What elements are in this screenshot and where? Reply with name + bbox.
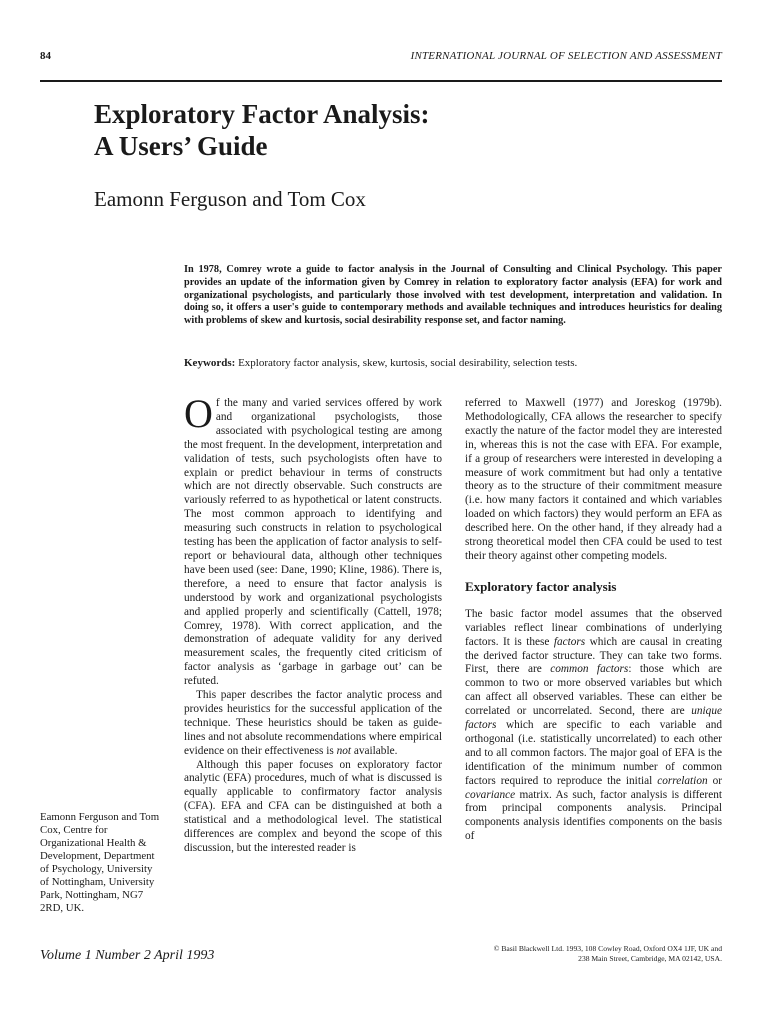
article-title (94, 98, 429, 162)
body-column-left (184, 391, 442, 856)
keywords-label: Keywords: (184, 357, 236, 369)
paragraph-1: Of the many and varied services offered by work and organizational psychologists, those associated with psychological testing are among the most frequent. In the development, interpretation and validation of tests, such psychologists often have to explain or predict behaviour in terms of constructs which are not directly observable. Such constructs are variously referred to as hypothetical or latent constructs. The most common approach to identifying and measuring such constructs in relation to psychological testing has been the application of factor analysis to self-report or behavioural data, although other techniques have been used (see: Dane, 1990; Kline, 1986). There is, therefore, a need to ensure that factor analysis is understood by work and organizational psychologists and applied properly and scientifically (Cattell, 1978; Comrey, 1978). With correct application, and the demonstration of adequate validity for any derived measurement scales, the frequently cited criticism of factor analysis as ‘garbage in garbage out’ can be refuted. (184, 391, 442, 688)
paragraph-3: Although this paper focuses on exploratory factor analytic (EFA) procedures, much of what is discussed is equally applicable to confirmatory factor analysis (CFA). EFA and CFA can be distinguished at both a statistical and a methodological level. The statistical differences are complex and beyond the scope of this discussion, but the interested reader is (184, 758, 442, 854)
header-rule (40, 80, 722, 82)
page-number: 84 (40, 50, 51, 62)
author-affiliation: Eamonn Ferguson and Tom Cox, Centre for Organizational Health & Development, Department of Psychology, University of Nottingham, University Park, Nottingham, NG7 2RD, UK. (40, 811, 160, 914)
title-line-2: A Users’ Guide (94, 131, 268, 161)
paragraph-5: The basic factor model assumes that the observed variables reflect linear combinations of underlying factors. It is these factors which are causal in creating the derived factor structure. They can take two forms. First, there are common factors: those which are common to two or more observed variables but which can affect all observed variables. These can either be correlated or uncorrelated. Second, there are unique factors which are specific to each variable and orthogonal (i.e. statistically uncorrelated) to each other and to all common factors. The major goal of EFA is the identification of the minimum number of common factors required to reproduce the initial correlation or covariance matrix. As such, factor analysis is different from principal components analysis. Principal components analysis identifies components on the basis of (465, 607, 722, 843)
drop-cap: O (184, 391, 213, 436)
footer-volume: Volume 1 Number 2 April 1993 (40, 948, 215, 963)
keywords-text: Exploratory factor analysis, skew, kurtosis, social desirability, selection tests. (238, 357, 578, 369)
title-line-1: Exploratory Factor Analysis: (94, 99, 430, 129)
authors: Eamonn Ferguson and Tom Cox (94, 187, 366, 211)
paragraph-4: referred to Maxwell (1977) and Joreskog (1979b). Methodologically, CFA allows the researcher to specify exactly the nature of the factor model they are interested in, whereas this is not the case with EFA. For example, if a group of researchers were interested in developing a measure of work commitment but had only a tentative theory as to the structure of their commitment measure (i.e. how many factors it contained and which variables loaded on which factors) they would perform an EFA as described here. On the other hand, if they already had a strong theoretical model then CFA could be used to test their theory against other competing models. (465, 397, 722, 562)
paragraph-2: This paper describes the factor analytic process and provides heuristics for the successful application of the technique. These heuristics should be taken as guide-lines and not absolute recommendations where empirical evidence on their effectiveness is not available. (184, 689, 442, 757)
abstract: In 1978, Comrey wrote a guide to factor analysis in the Journal of Consulting and Clinical Psychology. This paper provides an update of the information given by Comrey in relation to exploratory factor analysis (EFA) for work and organizational psychologists, and particularly those involved with test development, interpretation and validation. In doing so, it offers a user's guide to contemporary methods and available techniques and introduces heuristics for dealing with problems of skew and kurtosis, social desirability response set, and factor naming. (184, 264, 722, 327)
footer-copyright: © Basil Blackwell Ltd. 1993, 108 Cowley Road, Oxford OX4 1JF, UK and 238 Main Street, Cambridge, MA 02142, USA. (493, 944, 722, 963)
journal-title: INTERNATIONAL JOURNAL OF SELECTION AND ASSESSMENT (410, 50, 722, 62)
section-heading: Exploratory factor analysis (465, 578, 617, 594)
keywords (184, 356, 722, 370)
body-column-right (465, 397, 722, 844)
